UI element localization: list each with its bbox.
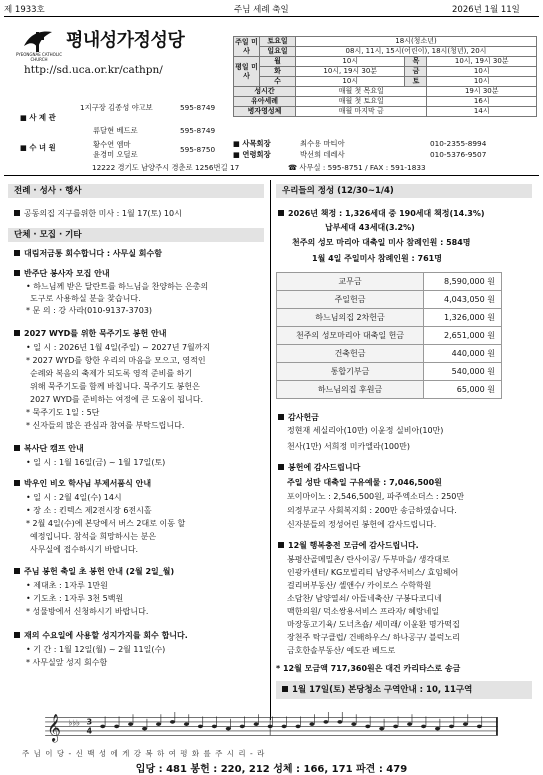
accompanist-line2: 도구로 사용하실 분을 찾습니다. [30,294,141,303]
council-president-phone: 010-2355-8994 [430,139,487,148]
infant-baptism-label: 유아세례 [234,97,296,107]
offering-label: 하느님의집 후원금 [277,381,424,399]
nun-2: 윤경미 오딜로 [93,150,138,159]
music-note [449,725,454,729]
music-note [198,725,203,729]
camp-period: • 일 시 : 1월 16일(금) ~ 1월 17일(토) [26,458,166,467]
weekday-mass-label: 평일 미사 [234,57,260,87]
ordination-bus: * 2월 4일(수)에 본당에서 버스 2대로 이동 할 [26,519,186,528]
fund-sponsors-1: 봉평산골메밀촌/ 란사이공/ 두부마을/ 생각대로 [287,555,450,564]
section-offerings: 우리들의 정성 (12/30~1/4) [276,184,532,198]
solemnity-attendance: 천주의 성모 마리아 대축일 미사 참례인원 : 584명 [292,238,471,247]
section-groups: 단체 · 모집 · 기타 [8,228,264,242]
notice-altar-server-camp: 복사단 캠프 안내 [14,443,84,454]
wyd-rosary-count: * 묵주기도 1일 : 5단 [26,408,100,417]
mon-label: 월 [260,57,296,67]
convent-label: ■ 수 녀 원 [20,143,56,152]
infant-baptism-time: 16시 [427,97,537,107]
offering-label: 통합기부금 [277,363,424,381]
fund-sponsors-7: 장천주 탁구클럽/ 건배하우스/ 하나공구/ 블럭노리 [287,633,460,642]
altar-candle-price: • 제대초 : 1자루 1만원 [26,581,108,590]
church-name: 평내성가정성당 [66,30,185,51]
diocese-donation: 의정부교구 사회복지회 : 200만 송금하였습니다. [287,506,457,515]
fund-sponsors-5: 맥한의원/ 덕소쌍용서비스 프라자/ 혜랑네일 [287,607,440,616]
tue-label: 화 [260,67,296,77]
offering-row [277,327,502,345]
music-note [240,725,245,729]
music-note [128,722,133,726]
sat-label: 토 [405,77,427,87]
district-head: 1지구장 김종성 야고보 [80,103,153,112]
offering-row [277,291,502,309]
funeral-head-phone: 010-5376-9507 [430,150,487,159]
svg-text:𝄞: 𝄞 [46,713,61,742]
fund-sponsors-8: 금호한솔부동산/ 예도관 베드로 [287,646,396,655]
wyd-line4: 2027 WYD를 준비하는 여정에 큰 도움이 됩니다. [30,395,204,404]
notice-accompanist-title: 반주단 봉사자 모집 안내 [14,268,110,279]
fund-sponsors-3: 걸리버부동산/ 셀앤수/ 카이로스 수학학원 [287,581,432,590]
donation-thanks-note: 신자분들의 정성어린 봉헌에 감사드립니다. [287,520,437,529]
wed-time: 10시 [296,77,405,87]
music-note [282,725,287,729]
svg-text:♭♭♭: ♭♭♭ [68,717,80,728]
music-note [156,722,161,726]
fund-sponsors-2: 인광카센터/ KG모빌리티 남양주서비스/ 효임헤어 [287,568,459,577]
funeral-head: 박선희 데레사 [300,150,345,159]
music-note [142,727,147,731]
wyd-line3: 위해 묵주기도를 함께 바칩니다. 묵주기도 봉헌은 [30,382,200,391]
wed-label: 수 [260,77,296,87]
sick-communion-time: 14시 [427,107,537,117]
tue-time: 10시, 19시 30분 [296,67,405,77]
notice-candle-offering: 주님 봉헌 축일 초 봉헌 안내 (2월 2일_월) [14,566,174,577]
feast-title: 주님 세례 축일 [234,5,289,15]
offering-amount: 440,000 원 [424,345,502,363]
sunday-attendance: 1월 4일 주일미사 참례인원 : 761명 [312,254,442,263]
offering-amount: 65,000 원 [424,381,502,399]
council-president: 최수용 마티아 [300,139,345,148]
music-note [379,727,384,731]
funeral-head-label: ■ 연령회장 [233,150,271,159]
thanks-offering-line1: 정현재 세실리아(10만) 이윤정 실비아(10만) [287,426,444,435]
music-note [407,722,412,726]
saturday-label: 토요일 [260,37,296,47]
offering-label: 하느님의집 2차헌금 [277,309,424,327]
music-note [254,722,259,726]
svg-text:4: 4 [86,725,93,736]
music-note [226,727,231,731]
wyd-line2: 순례와 복음의 축제가 되도록 영적 준비를 하기 [30,369,193,378]
music-note [393,725,398,729]
music-note [435,727,440,731]
offering-row [277,309,502,327]
section-liturgy: 전례 · 성사 · 행사 [8,184,264,198]
priest-name: 류달현 베드로 [93,126,138,135]
sat-time: 10시 [427,77,537,87]
office-contact: ☎ 사무실 : 595-8751 / FAX : 591-1833 [288,163,426,172]
donation-thanks-title: 봉헌에 감사드립니다 [278,462,360,473]
ordination-place: • 장 소 : 킨텍스 제2전시장 6전시홀 [26,506,152,515]
happy-fund-title: 12월 행복충전 모금에 감사드립니다. [278,540,419,551]
infant-baptism-day: 매월 첫 토요일 [296,97,427,107]
fri-label: 금 [405,67,427,77]
offering-label: 주일헌금 [277,291,424,309]
sunday-mass-label: 주일 미사 [235,37,258,55]
music-note [463,722,468,726]
music-note [351,722,356,726]
accompanist-line1: • 하느님께 받은 달란트를 하느님을 찬양하는 은총의 [26,282,209,291]
music-note [323,720,328,724]
palm-box: * 사무실앞 성지 회수함 [26,658,108,667]
notice-wyd-title: 2027 WYD를 위한 묵주기도 봉헌 안내 [14,328,166,339]
sick-communion-label: 병자영성체 [234,107,296,117]
council-president-label: ■ 사목회장 [233,139,271,148]
notice-palm-collection: 재의 수요일에 사용할 성지가지를 회수 합니다. [14,630,188,641]
accompanist-contact: * 문 의 : 강 사라(010-9137-3703) [26,306,153,315]
music-note [309,722,314,726]
music-note [296,725,301,729]
hymn-lyrics: 주 님 이 당 - 신 백 성 에 게 강 복 하 여 평 화 를 주 시 리 - 라 [22,749,266,758]
thanks-offering-title: 감사헌금 [278,412,319,423]
holy-hour-label: 성시간 [234,87,296,97]
music-note [170,720,175,724]
pledge-summary: 2026년 책정 : 1,326세대 중 190세대 책정(14.3%) [278,208,485,219]
offering-amount: 8,590,000 원 [424,273,502,291]
mass-schedule-table [233,36,537,117]
crib-offering: 주일 성탄 대축일 구유예물 : 7,046,500원 [287,478,442,487]
offering-row [277,345,502,363]
ordination-time: • 일 시 : 2월 4일(수) 14시 [26,493,122,502]
prayer-candle-price: • 기도초 : 1자루 3천 5백원 [26,594,124,603]
svg-text:3: 3 [86,716,93,727]
fund-sponsors-4: 소담찬/ 남양열쇠/ 아들네축산/ 구봉다코디네 [287,594,442,603]
fri-time: 10시 [427,67,537,77]
church-address: 12222 경기도 남양주시 경춘로 1256번길 17 [92,163,240,172]
music-note [365,725,370,729]
ordination-line3: 사무실에 접수하시기 바랍니다. [30,545,139,554]
district-head-phone: 595-8749 [180,103,216,112]
wyd-request: * 신자들의 많은 관심과 참여를 부탁드립니다. [26,421,185,430]
offering-label: 천주의 성모마리아 대축일 헌금 [277,327,424,345]
music-note [337,720,342,724]
cleaning-notice: 1월 17일(토) 본당청소 구역안내 : 10, 11구역 [276,681,532,699]
ordination-line2: 예정입니다. 참석을 희망하시는 분은 [30,532,157,541]
music-note [268,725,273,729]
saturday-time: 18시(청소년) [296,37,537,47]
wyd-period: • 일 시 : 2026년 1월 4일(주일) ~ 2027년 7월까지 [26,343,211,352]
music-note [421,725,426,729]
hymn-music-staff [20,712,523,748]
offering-row [277,381,502,399]
sunday-time: 08시, 11시, 15시(어린이), 18시(청년), 20시 [296,47,537,57]
offering-amount: 540,000 원 [424,363,502,381]
music-note [100,725,105,729]
church-logo [12,22,247,94]
offering-label: 교무금 [277,273,424,291]
issue-date: 2026년 1월 11일 [452,5,520,15]
paid-households: 납부세대 43세대(3.2%) [325,223,415,232]
hymn-numbers: 입당 : 481 봉헌 : 220, 212 성체 : 166, 171 파견 : 479 [135,764,408,775]
offering-amount: 4,043,050 원 [424,291,502,309]
notice-advent-bank: 대림저금통 회수합니다 : 사무실 회수함 [14,248,162,259]
offering-row [277,363,502,381]
sunday-label: 일요일 [260,47,296,57]
holy-hour-day: 매월 첫 목요일 [296,87,427,97]
issue-number: 제 1933호 [4,5,45,15]
rectory-label: ■ 사 제 관 [20,113,56,122]
candle-apply: * 성물방에서 신청하시기 바랍니다. [26,607,149,616]
thanks-offering-line2: 천사(1만) 서희정 미카엘라(100만) [287,442,410,451]
fund-sponsors-6: 마장동고기육/ 도너츠숍/ 세미래/ 이윤환 명가떡집 [287,620,460,629]
offering-amount: 2,651,000 원 [424,327,502,345]
music-note [184,722,189,726]
notice-common-home-mass: 공동의집 지구를위한 미사 : 1월 17(토) 10시 [14,208,182,219]
notice-diaconate-ordination: 박우인 비오 학사님 부제서품식 안내 [14,478,151,489]
offering-amount: 1,326,000 원 [424,309,502,327]
offering-table [276,272,502,399]
offering-row [277,273,502,291]
donation-recipients: 포이마이노 : 2,546,500원, 파주엑소더스 : 250만 [287,492,465,501]
palm-period: • 기 간 : 1월 12일(월) ~ 2월 11일(수) [26,645,166,654]
convent-phone: 595-8750 [180,145,216,154]
mon-time: 10시 [296,57,405,67]
thu-label: 목 [405,57,427,67]
sick-communion-day: 매월 마지막 금 [296,107,427,117]
music-note [114,725,119,729]
header-bar [4,2,539,16]
music-note [212,725,217,729]
priest-phone: 595-8749 [180,126,216,135]
nun-1: 황수연 엠마 [93,140,131,149]
wyd-line1: * 2027 WYD를 향한 우리의 마음을 모으고, 영적인 [26,356,206,365]
church-url[interactable]: http://sd.uca.or.kr/cathpn/ [24,64,163,76]
thu-time: 10시, 19시 30분 [427,57,537,67]
music-note [477,725,482,729]
logo-english-name: PYEONGNAE CATHOLIC CHURCH [15,52,63,62]
offering-label: 건축헌금 [277,345,424,363]
holy-hour-time: 19시 30분 [427,87,537,97]
fund-total: * 12월 모금액 717,360원은 대건 카리타스로 송금 [276,664,461,673]
